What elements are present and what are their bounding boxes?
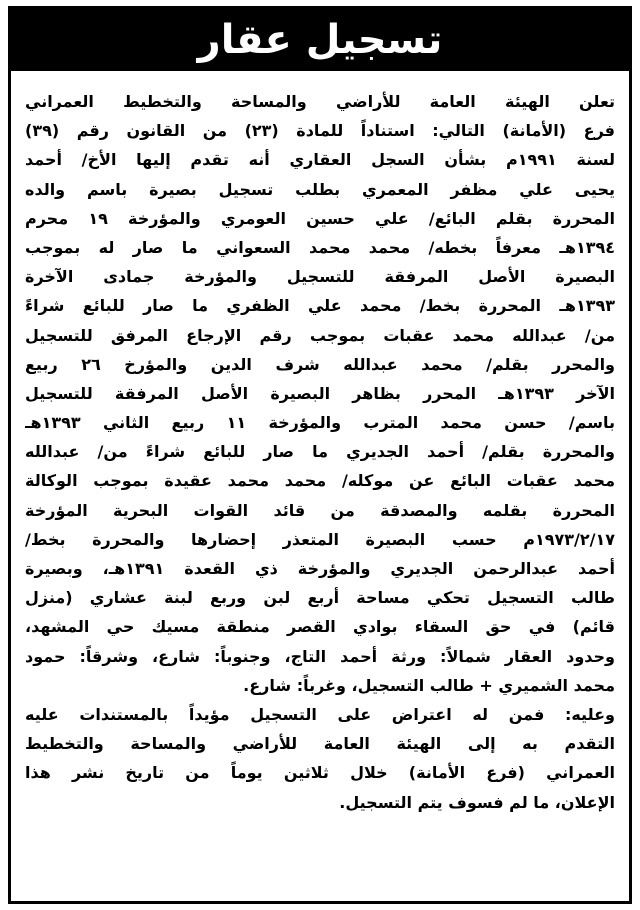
notice-line: العمراني (فرع الأمانة) خلال ثلاثين يوماً من تاريخ نشر هذا — [25, 763, 615, 783]
notice-line: الإعلان، ما لم فسوف يتم التسجيل. — [339, 792, 615, 812]
notice-line: طالب التسجيل تحكي مساحة أربع لبن وربع لبنة عشاري (منزل — [25, 588, 615, 608]
notice-line: يحيى علي مظفر المعمري بطلب تسجيل بصيرة باسم والده — [25, 179, 615, 199]
notice-title: تسجيل عقار — [197, 17, 443, 63]
notice-line: البصيرة الأصل المرفقة للتسجيل والمؤرخة جمادى الآخرة — [25, 267, 615, 287]
notice-line: وعليه: فمن له اعتراض على التسجيل مؤيداً بالمستندات عليه — [25, 704, 615, 724]
notice-line: المحررة بقلمه والمصدقة من قائد القوات البحرية المؤرخة — [25, 500, 615, 520]
notice-line: محمد الشميري + طالب التسجيل، وغرباً: شارع. — [243, 675, 615, 695]
notice-line: والمحرر بقلم/ محمد عبدالله شرف الدين والمؤرخ ٢٦ ربيع — [25, 354, 615, 374]
notice-line: ١٣٩٣هـ المحررة بخط/ محمد علي الظفري ما صار للبائع شراءً — [25, 296, 615, 316]
notice-line: لسنة ١٩٩١م بشأن السجل العقاري أنه تقدم إليها الأخ/ أحمد — [25, 150, 615, 170]
notice-line: والمحررة بقلم/ أحمد الجديري ما صار للبائع شراءً من/ عبدالله — [25, 442, 615, 462]
notice-line: تعلن الهيئة العامة للأراضي والمساحة والتخطيط العمراني — [25, 92, 615, 111]
notice-line: باسم/ حسن محمد المترب والمؤرخة ١١ ربيع الثاني ١٣٩٣هـ — [25, 413, 615, 433]
notice-line: محمد عقبات البائع عن موكله/ محمد محمد عقيدة بموجب الوكالة — [25, 471, 615, 491]
notice-line: من/ عبدالله محمد عقبات بموجب رقم الإرجاع المرفق للتسجيل — [25, 325, 615, 345]
notice-line: أحمد عبدالرحمن الجديري والمؤرخة ذي القعدة ١٣٩١هـ، وبصيرة — [25, 559, 615, 578]
notice-body — [11, 71, 629, 817]
legal-notice — [8, 6, 632, 904]
notice-line: فرع (الأمانة) التالي: استناداً للمادة (٢٣) من القانون رقم (٣٩) — [25, 121, 615, 141]
notice-header — [11, 9, 629, 71]
notice-line: ١٣٩٤هـ معرفاً بخطه/ محمد محمد السعواني ما صار له بموجب — [25, 237, 615, 257]
notice-line: المحررة بقلم البائع/ علي حسين العومري والمؤرخة ١٩ محرم — [25, 208, 615, 228]
notice-line: وحدود العقار شمالاً: ورثة أحمد التاج، وجنوباً: شارع، وشرقاً: حمود — [25, 646, 615, 666]
notice-line: التقدم به إلى الهيئة العامة للأراضي والمساحة والتخطيط — [25, 734, 615, 754]
notice-line: الآخر ١٣٩٣هـ المحرر بظاهر البصيرة الأصل المرفقة للتسجيل — [25, 383, 615, 403]
notice-line: قائم) في حق السقاء بوادي القصر منطقة مسيك حي المشهد، — [25, 617, 615, 637]
notice-line: ١٩٧٣/٢/١٧م حسب البصيرة المتعذر إحضارها والمحررة بخط/ — [25, 529, 615, 549]
